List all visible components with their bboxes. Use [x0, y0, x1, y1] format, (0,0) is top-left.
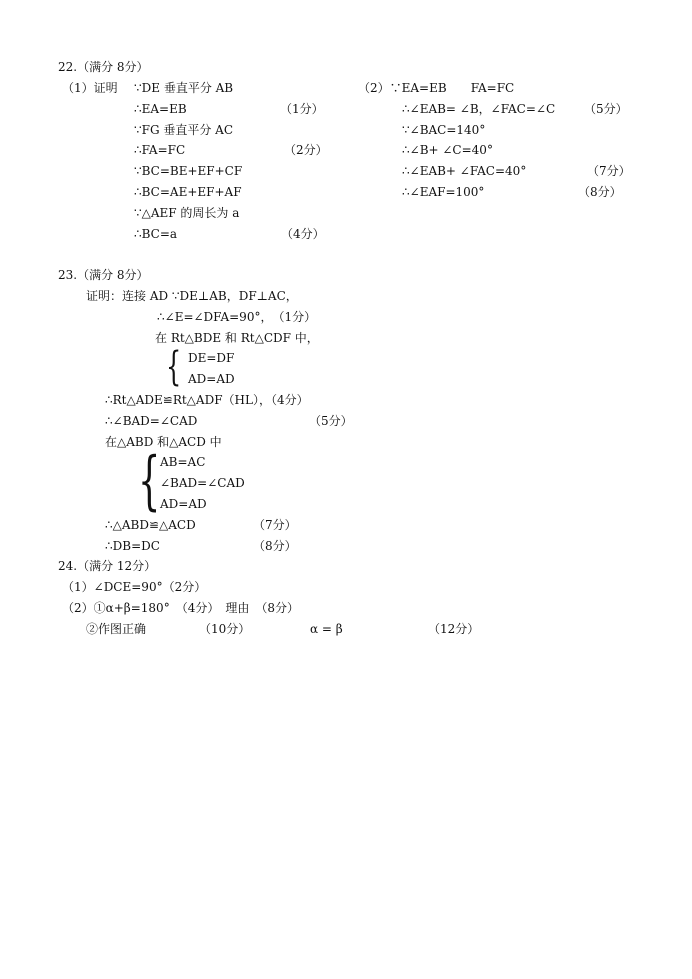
q22-score-8: （8分） — [578, 185, 622, 199]
q22-right-line-2: ∴∠EAB= ∠B，∠FAC=∠C — [402, 102, 556, 116]
q23-line-9: 在△ABD 和△ACD 中 — [105, 435, 222, 449]
q23-line-11: ∠BAD=∠CAD — [160, 476, 245, 490]
q23-line-6: ∴Rt△ADE≌Rt△ADF（HL），（4分） — [105, 393, 309, 407]
q23-line-3: 在 Rt△BDE 和 Rt△CDF 中， — [155, 331, 319, 345]
q24-line-1: （1）∠DCE=90°（2分） — [62, 580, 207, 594]
q22-part1-label: （1）证明 — [62, 81, 118, 95]
q22-left-line-7: ∵△AEF 的周长为 a — [134, 206, 240, 220]
left-brace-1: { — [166, 344, 182, 390]
q22-left-line-6: ∴BC=AE+EF+AF — [134, 185, 242, 199]
q22-score-1: （1分） — [280, 102, 324, 116]
q22-header: 22.（满分 8分） — [58, 60, 149, 74]
q22-left-line-1: ∵DE 垂直平分 AB — [134, 81, 234, 95]
q24-header: 24.（满分 12分） — [58, 559, 157, 573]
q23-line-2: ∴∠E=∠DFA=90°， （1分） — [157, 310, 317, 324]
q22-left-line-3: ∵FG 垂直平分 AC — [134, 123, 234, 137]
q22-left-line-5: ∵BC=BE+EF+CF — [134, 164, 243, 178]
q23-score-7: （7分） — [253, 518, 297, 532]
q22-left-line-8: ∴BC=a — [134, 227, 178, 241]
q23-score-5: （5分） — [309, 414, 353, 428]
q23-line-10: AB=AC — [160, 455, 206, 469]
q22-score-7: （7分） — [587, 164, 631, 178]
q24-score-12: （12分） — [428, 622, 480, 636]
q23-line-15: ∴DB=DC — [105, 539, 160, 553]
q22-right-line-5: ∴∠EAB+ ∠FAC=40° — [402, 164, 527, 178]
left-brace-2: { — [138, 444, 161, 518]
q23-line-1: 证明：连接 AD ∵DE⊥AB，DF⊥AC， — [86, 289, 298, 303]
q23-line-12: AD=AD — [160, 497, 207, 511]
q23-line-13: ∴△ABD≌△ACD — [105, 518, 196, 532]
q23-line-5: AD=AD — [188, 372, 235, 386]
q22-right-line-4: ∴∠B+ ∠C=40° — [402, 143, 493, 157]
q24-line-2: （2）①α+β=180° （4分） 理由 （8分） — [62, 601, 299, 615]
q22-left-line-2: ∴EA=EB — [134, 102, 187, 116]
q22-right-line-1: （2）∵EA=EB FA=FC — [358, 81, 515, 95]
q23-line-7: ∴∠BAD=∠CAD — [105, 414, 198, 428]
q23-header: 23.（满分 8分） — [58, 268, 149, 282]
q24-score-10: （10分） — [199, 622, 251, 636]
q22-score-5: （5分） — [584, 102, 628, 116]
q22-right-line-6: ∴∠EAF=100° — [402, 185, 485, 199]
q22-score-4: （4分） — [281, 227, 325, 241]
q24-line-3: ②作图正确 — [86, 622, 147, 636]
q22-right-line-3: ∵∠BAC=140° — [402, 123, 486, 137]
q22-left-line-4: ∴FA=FC — [134, 143, 186, 157]
q23-score-8: （8分） — [253, 539, 297, 553]
q22-score-2: （2分） — [284, 143, 328, 157]
q24-line-5: α = β — [310, 622, 343, 636]
q23-line-4: DE=DF — [188, 351, 235, 365]
